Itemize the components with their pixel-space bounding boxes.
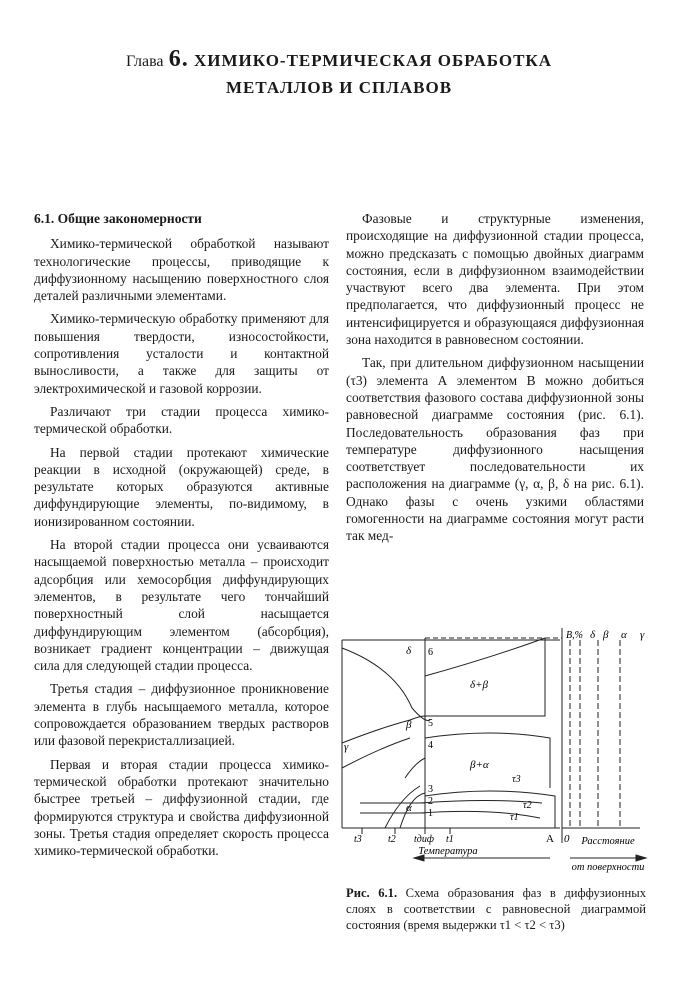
- caption-text: Схема образования фаз в диффузионных слоях в соответствии с равновесной диаграммой состояния (время выдержки τ1 < τ2 < τ3): [346, 886, 646, 932]
- point-label: 6: [428, 647, 433, 658]
- region-label: α: [406, 802, 412, 814]
- caption-label: Рис. 6.1.: [346, 886, 398, 900]
- right-paragraph: Фазовые и структурные изменения, происходящие на диффузионной стадии процесса, можно предсказать с помощью двойных диаграмм состояния, если в диффузионном взаимодействии участвуют всего два элемента. При этом предполагается, что диффузионный процесс не интенсифицируется и образующаяся диффузионная зона находится в равновесном состоянии.: [346, 211, 644, 348]
- left-paragraph: Химико-термической обработкой называют технологические процессы, приводящие к диффузионному насыщению поверхностного слоя деталей различными элементами.: [34, 236, 329, 304]
- temperature-label: t3: [354, 834, 362, 845]
- phase-diagram: [340, 628, 652, 876]
- temperature-label: tдиф: [414, 834, 434, 845]
- phase-top-label: γ: [640, 629, 645, 641]
- chapter-label: Глава: [125, 53, 164, 70]
- point-label: 4: [428, 740, 433, 751]
- tau-label: τ1: [510, 812, 519, 823]
- axis-letter-a: A: [546, 833, 554, 845]
- left-paragraph: Первая и вторая стадии процесса химико-термической обработки протекают значительно быстрее третьей – диффузионной стадии, где формируются структура и свойства диффузионной зоны. Третья стадия определяет скорость процесса химико-термической обработки.: [34, 756, 329, 859]
- y-axis-label: B,%: [566, 630, 583, 641]
- left-paragraph: На второй стадии процесса они усваиваются насыщаемой поверхностью металла – происходит адсорбция или хемосорбция диффундирующих элементов, в результате чего тончайший поверхностный слой насыщается диффундирующим элементом (абсорбция), возникает градиент концентрации – движущая сила для следующей стадии процесса.: [34, 537, 329, 674]
- region-label: γ: [344, 741, 349, 753]
- phase-top-label: δ: [590, 629, 596, 641]
- chapter-number: 6.: [168, 46, 189, 72]
- point-label: 2: [428, 796, 433, 807]
- left-column: [34, 210, 329, 865]
- left-paragraph: Химико-термическую обработку применяют для повышения твердости, износостойкости, сопротивления усталости и контактной выносливости, а также для защиты от электрохимической и газовой коррозии.: [34, 311, 329, 396]
- right-column: [346, 210, 644, 551]
- region-label: β: [406, 719, 412, 731]
- tau-label: τ2: [523, 800, 532, 811]
- phase-diagram-figure: [340, 628, 652, 876]
- phase-top-label: α: [621, 629, 627, 641]
- axis-origin: 0: [564, 833, 570, 845]
- phase-top-label: β: [603, 629, 609, 641]
- tau-label: τ3: [512, 774, 521, 785]
- x-axis-right-label-line2: от поверхности: [571, 862, 645, 873]
- region-label: β+α: [470, 759, 489, 771]
- point-label: 3: [428, 784, 433, 795]
- point-label: 5: [428, 718, 433, 729]
- chapter-title-line2: МЕТАЛЛОВ И СПЛАВОВ: [225, 78, 453, 97]
- chapter-title-line1: [0, 46, 678, 75]
- right-paragraph: Так, при длительном диффузионном насыщении (τ3) элемента А элементом В можно добиться соответствия фазового состава диффузионной зоны равновесной диаграмме состояния (рис. 6.1). Последовательность образования фаз при температуре диффузионного насыщения соответствует последовательности их расположения на диаграмме (γ, α, β, δ на рис. 6.1). Однако фазы с очень узкими областями гомогенности на диаграмме состояния могут расти так мед-: [346, 355, 644, 544]
- temperature-label: t2: [388, 834, 396, 845]
- section-heading: 6.1. Общие закономерности: [34, 211, 202, 226]
- chapter-heading: [0, 46, 678, 101]
- region-label: δ+β: [470, 679, 489, 691]
- region-label: δ: [406, 645, 412, 657]
- left-paragraph: Различают три стадии процесса химико-термической обработки.: [34, 403, 329, 437]
- chapter-title-part1: ХИМИКО-ТЕРМИЧЕСКАЯ ОБРАБОТКА: [194, 51, 553, 70]
- x-axis-left-label: Температура: [418, 846, 478, 857]
- left-paragraph: Третья стадия – диффузионное проникновение элемента в глубь насыщаемого металла, которое сопровождается образованием твердых растворов или фазовой перекристаллизацией.: [34, 681, 329, 749]
- x-axis-right-label-line1: Расстояние: [581, 836, 635, 847]
- figure-caption: [346, 885, 646, 933]
- left-paragraph: На первой стадии протекают химические реакции в исходной (окружающей) среде, в результате которых образуются активные диффундирующие элементы, по-видимому, в ионизированном состоянии.: [34, 444, 329, 529]
- temperature-label: t1: [446, 834, 454, 845]
- point-label: 1: [428, 808, 433, 819]
